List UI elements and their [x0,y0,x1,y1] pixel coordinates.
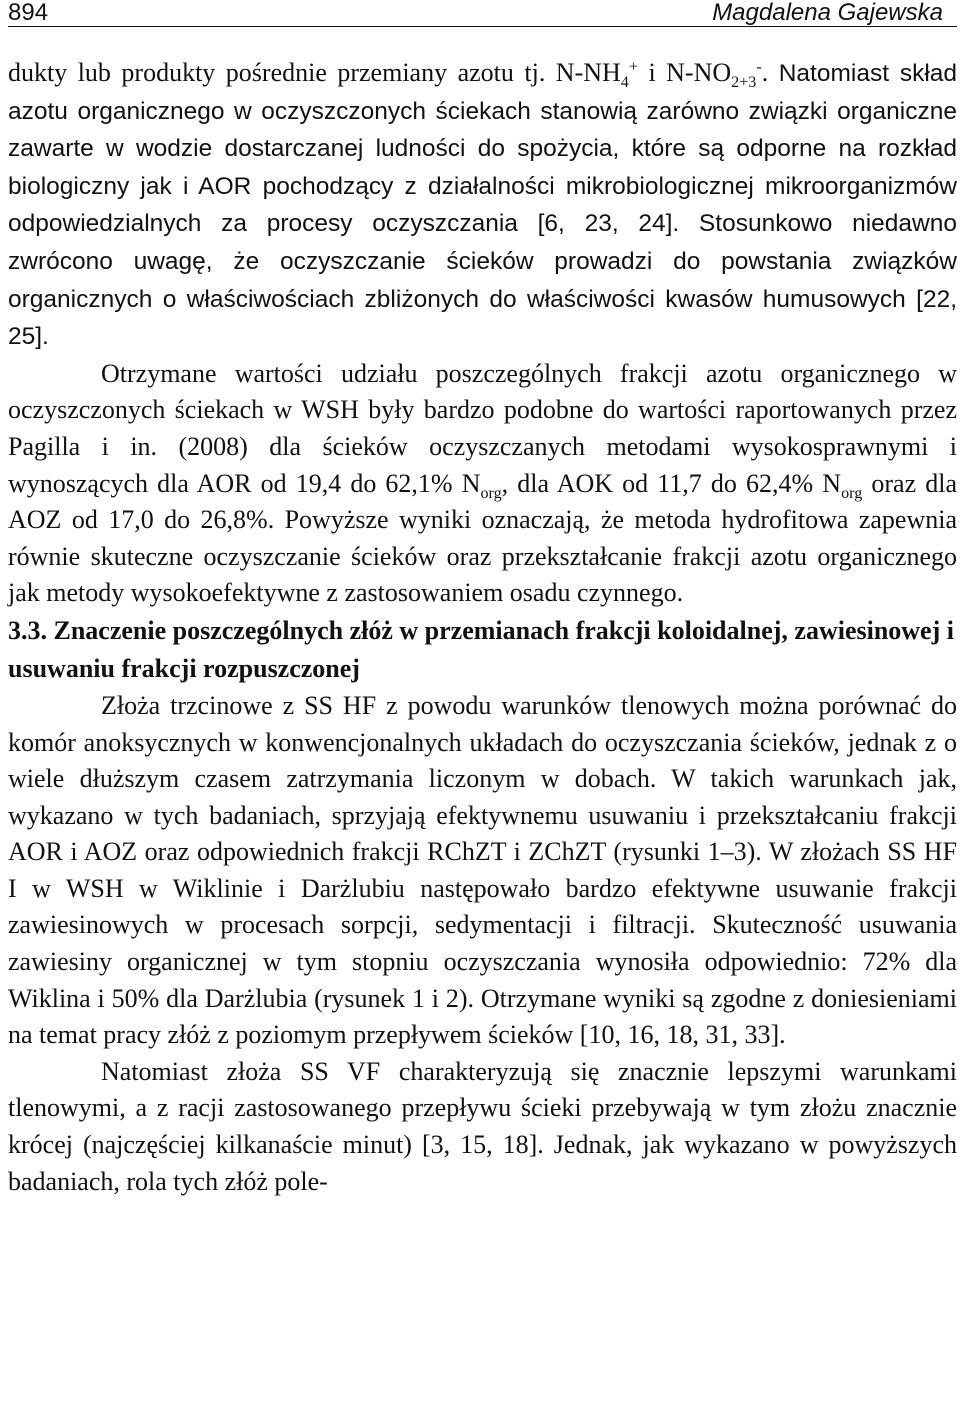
body-text [8,55,957,1200]
para2-sub-org-2: org [841,484,863,502]
para1-text-b: i N-NO [637,58,732,87]
page-header [8,0,957,27]
running-title: Magdalena Gajewska [712,0,943,26]
para1-sub-23: 2+3 [731,74,757,92]
para2-text-c: oraz dla AOZ od 17,0 do 26,8%. Powyższe wyniki oznaczają, że metoda hydrofitowa zapewnia równie skuteczne oczyszczanie ścieków oraz przekształcanie frakcji azotu organicznego jak metody wysokoefektywne z zastosowaniem osadu czynnego. [8,468,957,608]
paragraph-4: Natomiast złoża SS VF charakteryzują się znacznie lepszymi warunkami tlenowymi, a z racji zastosowanego przepływu ścieki przebywają w tym złożu znacznie krócej (najczęściej kilkanaście minut) [3, 15, 18]. Jednak, jak wykazano w powyższych badaniach, rola tych złóż pole- [8,1056,957,1196]
para1-sans-text: Natomiast skład azotu organicznego w oczyszczonych ściekach stanowią zarówno związki organiczne zawarte w wodzie dostarczanej ludności do spożycia, które są odporne na rozkład biologiczny jak i AOR pochodzący z działalności mikrobiologicznej mikroorganizmów odpowiedzialnych za procesy oczyszczania [6, 23, 24]. Stosunkowo niedawno zwrócono uwagę, że oczyszczanie ścieków prowadzi do powstania związków organicznych o właściwościach zbliżonych do właściwości kwasów humusowych [22, 25]. [8,60,958,351]
paragraph-1 [8,55,957,356]
section-heading: 3.3. Znaczenie poszczególnych złóż w przemianach frakcji koloidalnej, zawiesinowej i usuwaniu frakcji rozpuszczonej [8,615,954,683]
para1-sub-4: 4 [620,74,629,92]
page-number: 894 [8,0,49,26]
paragraph-2 [8,356,957,612]
para2-text-b: , dla AOK od 11,7 do 62,4% N [501,468,842,498]
para1-sup-minus: - [756,58,762,76]
para2-sub-org-1: org [480,484,502,502]
para1-sup-plus: + [628,58,638,76]
para2-text-a: Otrzymane wartości udziału poszczególnych frakcji azotu organicznego w oczyszczonych ściekach w WSH były bardzo podobne do wartości raportowanych przez Pagilla i in. (2008) dla ścieków oczyszczanych metodami wysokosprawnymi i wynoszących dla AOR od 19,4 do 62,1% N [8,358,957,498]
para1-text-a: dukty lub produkty pośrednie przemiany azotu tj. N-NH [8,58,621,87]
paragraph-3: Złoża trzcinowe z SS HF z powodu warunków tlenowych można porównać do komór anoksycznych w konwencjonalnych układach do oczyszczania ścieków, jednak z o wiele dłuższym czasem zatrzymania liczonym w dobach. W takich warunkach jak, wykazano w tych badaniach, sprzyjają efektywnemu usuwaniu i przekształcaniu frakcji AOR i AOZ oraz odpowiednich frakcji RChZT i ZChZT (rysunki 1–3). W złożach SS HF I w WSH w Wiklinie i Darżlubiu następowało bardzo efektywne usuwanie frakcji zawiesinowych w procesach sorpcji, sedymentacji i filtracji. Skuteczność usuwania zawiesiny organicznej w tym stopniu oczyszczania wynosiła odpowiednio: 72% dla Wiklina i 50% dla Darżlubia (rysunek 1 i 2). Otrzymane wyniki są zgodne z doniesieniami na temat pracy złóż z poziomym przepływem ścieków [10, 16, 18, 31, 33]. [8,690,957,1050]
para1-text-c: . [761,58,779,87]
